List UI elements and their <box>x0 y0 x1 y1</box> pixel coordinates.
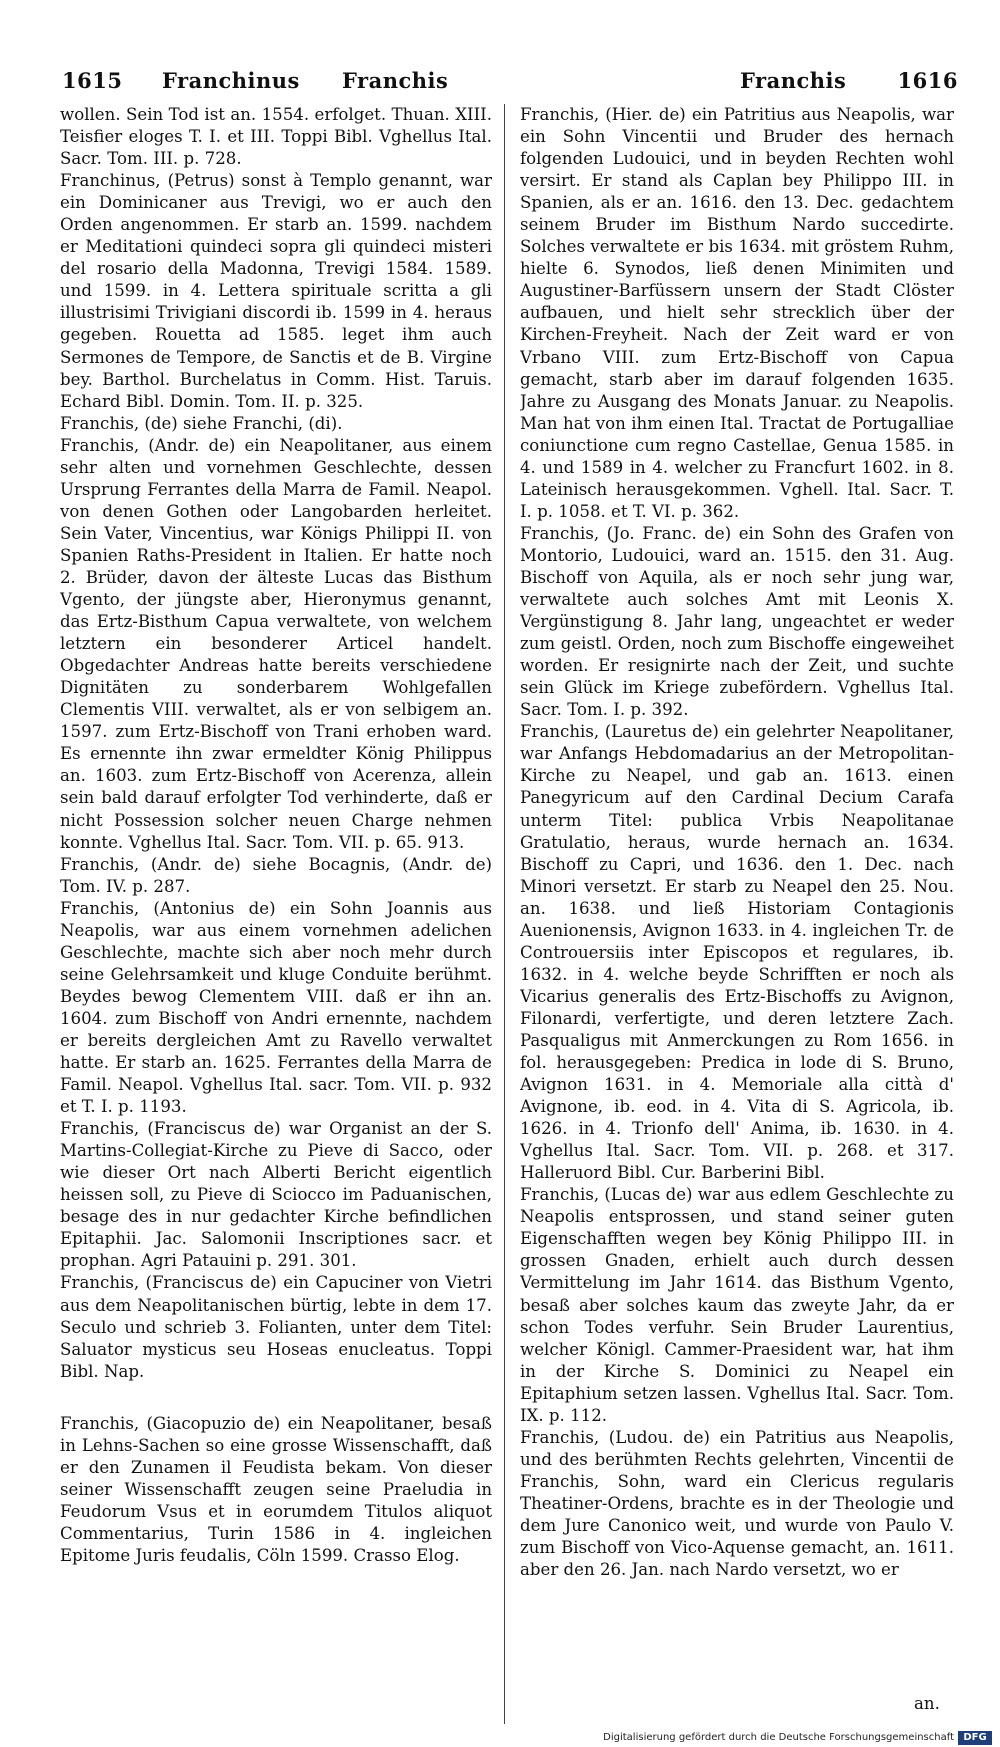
entry-franchis-continuation: wollen. Sein Tod ist an. 1554. erfolget. Thuan. XIII. Teisfier eloges T. I. et III. Toppi Bibl. Vghellus Ital. Sacr. Tom. III. p. 728. <box>60 105 492 169</box>
catchword: an. <box>914 1694 940 1713</box>
footer-credit: Digitalisierung gefördert durch die Deutsche Forschungsgemeinschaft <box>603 1732 954 1743</box>
entry-franchis-giacopuzio: Franchis, (Giacopuzio de) ein Neapolitaner, besaß in Lehns-Sachen so eine grosse Wissenschafft, daß er den Zunamen il Feudista bekam. Von dieser seiner Wissenschafft zeugen seine Praeludia in Feudorum Vsus et in eorumdem Titulos aliquot Commentarius, Turin 1586 in 4. ingleichen Epitome Juris feudalis, Cöln 1599. Crasso Elog. <box>60 1413 492 1565</box>
entry-franchis-lucas: Franchis, (Lucas de) war aus edlem Geschlechte zu Neapolis entsprossen, und stand seiner guten Eigenschafften wegen bey König Philippo III. in grossen Gnaden, erhielt auch durch dessen Vermittelung im Jahr 1614. das Bisthum Vgento, besaß aber solches kaum das zweyte Jahr, da er schon Todes verfuhr. Sein Bruder Laurentius, welcher Königl. Cammer-Praesident war, hat ihm in der Kirche S. Dominici zu Neapel ein Epitaphium setzen lassen. Vghellus Ital. Sacr. Tom. IX. p. 112. <box>520 1185 954 1425</box>
entry-franchis-franciscus-1: Franchis, (Franciscus de) war Organist an der S. Martins-Collegiat-Kirche zu Pieve di Sacco, oder wie dieser Ort nach Alberti Bericht eigentlich heissen soll, zu Pieve di Sciocco im Paduanischen, besage des in nur gedachter Kirche befindlichen Epitaphii. Jac. Salomonii Inscriptiones sacr. et prophan. Agri Patauini p. 291. 301. <box>60 1119 492 1271</box>
digitization-footer <box>0 1731 1000 1747</box>
running-head-left-1: Franchinus <box>162 68 300 93</box>
column-gap <box>60 1383 492 1413</box>
entry-franchis-andr-ref: Franchis, (Andr. de) siehe Bocagnis, (Andr. de) Tom. IV. p. 287. <box>60 854 492 896</box>
page-number-right: 1616 <box>897 68 958 93</box>
entry-franchis-ludou: Franchis, (Ludou. de) ein Patritius aus Neapolis, und des berühmten Rechts gelehrten, Vincentii de Franchis, Sohn, ward ein Clericus regularis Theatiner-Ordens, brachte es in der Theologie und dem Jure Canonico weit, und wurde von Paulo V. zum Bischoff von Vico-Aquense gemacht, an. 1611. aber den 26. Jan. nach Nardo versetzt, wo er <box>520 1427 954 1580</box>
running-head-right: Franchis <box>740 68 847 93</box>
entry-franchis-jo-franc: Franchis, (Jo. Franc. de) ein Sohn des Grafen von Montorio, Ludouici, ward an. 1515. den 31. Aug. Bischoff von Aquila, als er noch sehr jung war, verwaltete auch solches Amt mit Leonis X. Vergünstigung 8. Jahr lang, ungeachtet er weder zum geistl. Orden, noch zum Bischoffe eingeweihet worden. Er resignirte nach der Zeit, und suchte sein Glück im Kriege zubefördern. Vghellus Ital. Sacr. Tom. I. p. 392. <box>520 523 954 720</box>
entry-franchis-lauretus: Franchis, (Lauretus de) ein gelehrter Neapolitaner, war Anfangs Hebdomadarius an der Metropolitan-Kirche zu Neapel, und gab an. 1613. einen Panegyricum auf den Cardinal Decium Carafa unterm Titel: publica Vrbis Neapolitanae Gratulatio, heraus, wurde hernach an. 1634. Bischoff zu Capri, und 1636. den 1. Dec. nach Minori versetzt. Er starb zu Neapel den 25. Nou. an. 1638. und ließ Historiam Contagionis Auenionensis, Avignon 1633. in 4. ingleichen Tr. de Controuersiis inter Episcopos et regulares, ib. 1632. in 4. welche beyde Schrifften er noch als Vicarius generalis des Ertz-Bischoffs zu Avignon, Filonardi, verfertigte, und deren letztere Zach. Pasqualigus mit Anmerckungen zu Rom 1656. in fol. herausgegeben: Predica in lode di S. Bruno, Avignon 1631. in 4. Memoriale alla città d' Avignone, ib. eod. in 4. Vita di S. Agricola, ib. 1626. in 4. Trionfo dell' Anima, ib. 1630. in 4. Vghellus Ital. Sacr. Tom. VII. p. 268. et 317. Halleruord Bibl. Cur. Barberini Bibl. <box>520 722 954 1183</box>
page-number-left: 1615 <box>62 68 123 93</box>
dfg-logo: DFG <box>958 1731 992 1745</box>
entry-franchis-hier: Franchis, (Hier. de) ein Patritius aus Neapolis, war ein Sohn Vincentii und Bruder des hernach folgenden Ludouici, und in beyden Rechten wohl versirt. Er stand als Caplan bey Philippo III. in Spanien, als er an. 1616. den 13. Dec. gedachtem seinem Bruder im Bisthum Nardo succedirte. Solches verwaltete er bis 1634. mit gröstem Ruhm, hielte 6. Synodos, ließ denen Minimiten und Augustiner-Barfüssern unsern der Stadt Clöster aufbauen, und hielt sehr strecklich über der Kirchen-Freyheit. Nach der Zeit ward er von Vrbano VIII. zum Ertz-Bischoff von Capua gemacht, starb aber im darauf folgenden 1635. Jahre zu Ausgang des Monats Januar. zu Neapolis. Man hat von ihm einen Ital. Tractat de Portugalliae coniunctione cum regno Castellae, Genua 1585. in 4. und 1589 in 4. welcher zu Francfurt 1602. in 8. Lateinisch herausgekommen. Vghell. Ital. Sacr. T. I. p. 1058. et T. VI. p. 362. <box>520 105 954 521</box>
running-head-left-2: Franchis <box>342 68 449 93</box>
running-header <box>62 68 958 98</box>
left-column <box>60 104 492 1704</box>
column-divider <box>504 104 505 1724</box>
entry-franchis-antonius: Franchis, (Antonius de) ein Sohn Joannis aus Neapolis, war aus einem vornehmen adelichen Geschlechte, machte sich aber noch mehr durch seine Gelehrsamkeit und kluge Conduite berühmt. Beydes bewog Clementem VIII. daß er ihn an. 1604. zum Bischoff von Andri ernennte, nachdem er bereits dergleichen Amt zu Ravello verwaltet hatte. Er starb an. 1625. Ferrantes della Marra de Famil. Neapol. Vghellus Ital. sacr. Tom. VII. p. 932 et T. I. p. 1193. <box>60 898 492 1117</box>
entry-franchis-franciscus-2: Franchis, (Franciscus de) ein Capuciner von Vietri aus dem Neapolitanischen bürtig, lebte in dem 17. Seculo und schrieb 3. Folianten, unter dem Titel: Saluator mysticus seu Hoseas enucleatus. Toppi Bibl. Nap. <box>60 1273 492 1381</box>
entry-franchinus-petrus: Franchinus, (Petrus) sonst à Templo genannt, war ein Dominicaner aus Trevigi, wo er auch den Orden angenommen. Er starb an. 1599. nachdem er Meditationi quindeci sopra gli quindeci misteri del rosario della Madonna, Trevigi 1584. 1589. und 1599. in 4. Lettera spirituale scritta a gli illustrisimi Trivigiani discordi ib. 1599 in 4. heraus gegeben. Rouetta ad 1585. leget ihm auch Sermones de Tempore, de Sanctis et de B. Virgine bey. Barthol. Burchelatus in Comm. Hist. Taruis. Echard Bibl. Domin. Tom. II. p. 325. <box>60 171 492 411</box>
entry-franchis-andr: Franchis, (Andr. de) ein Neapolitaner, aus einem sehr alten und vornehmen Geschlechte, dessen Ursprung Ferrantes della Marra de Famil. Neapol. von denen Gothen oder Langobarden herleitet. Sein Vater, Vincentius, war Königs Philippi II. von Spanien Raths-President in Italien. Er hatte noch 2. Brüder, davon der älteste Lucas das Bisthum Vgento, der jüngste aber, Hieronymus genannt, das Ertz-Bisthum Capua verwaltete, von welchem letztern ein besonderer Articel handelt. Obgedachter Andreas hatte bereits verschiedene Dignitäten zu sonderbarem Wohlgefallen Clementis VIII. verwaltet, als er von selbigem an. 1597. zum Ertz-Bischoff von Trani erhoben ward. Es ernennte ihn zwar ermeldter König Philippus an. 1603. zum Ertz-Bischoff von Acerenza, allein sein bald darauf erfolgter Tod verhinderte, daß er nicht Possession solcher neuen Charge nehmen konnte. Vghellus Ital. Sacr. Tom. VII. p. 65. 913. <box>60 435 492 852</box>
right-column <box>520 104 954 1664</box>
entry-franchis-de: Franchis, (de) siehe Franchi, (di). <box>60 413 343 433</box>
